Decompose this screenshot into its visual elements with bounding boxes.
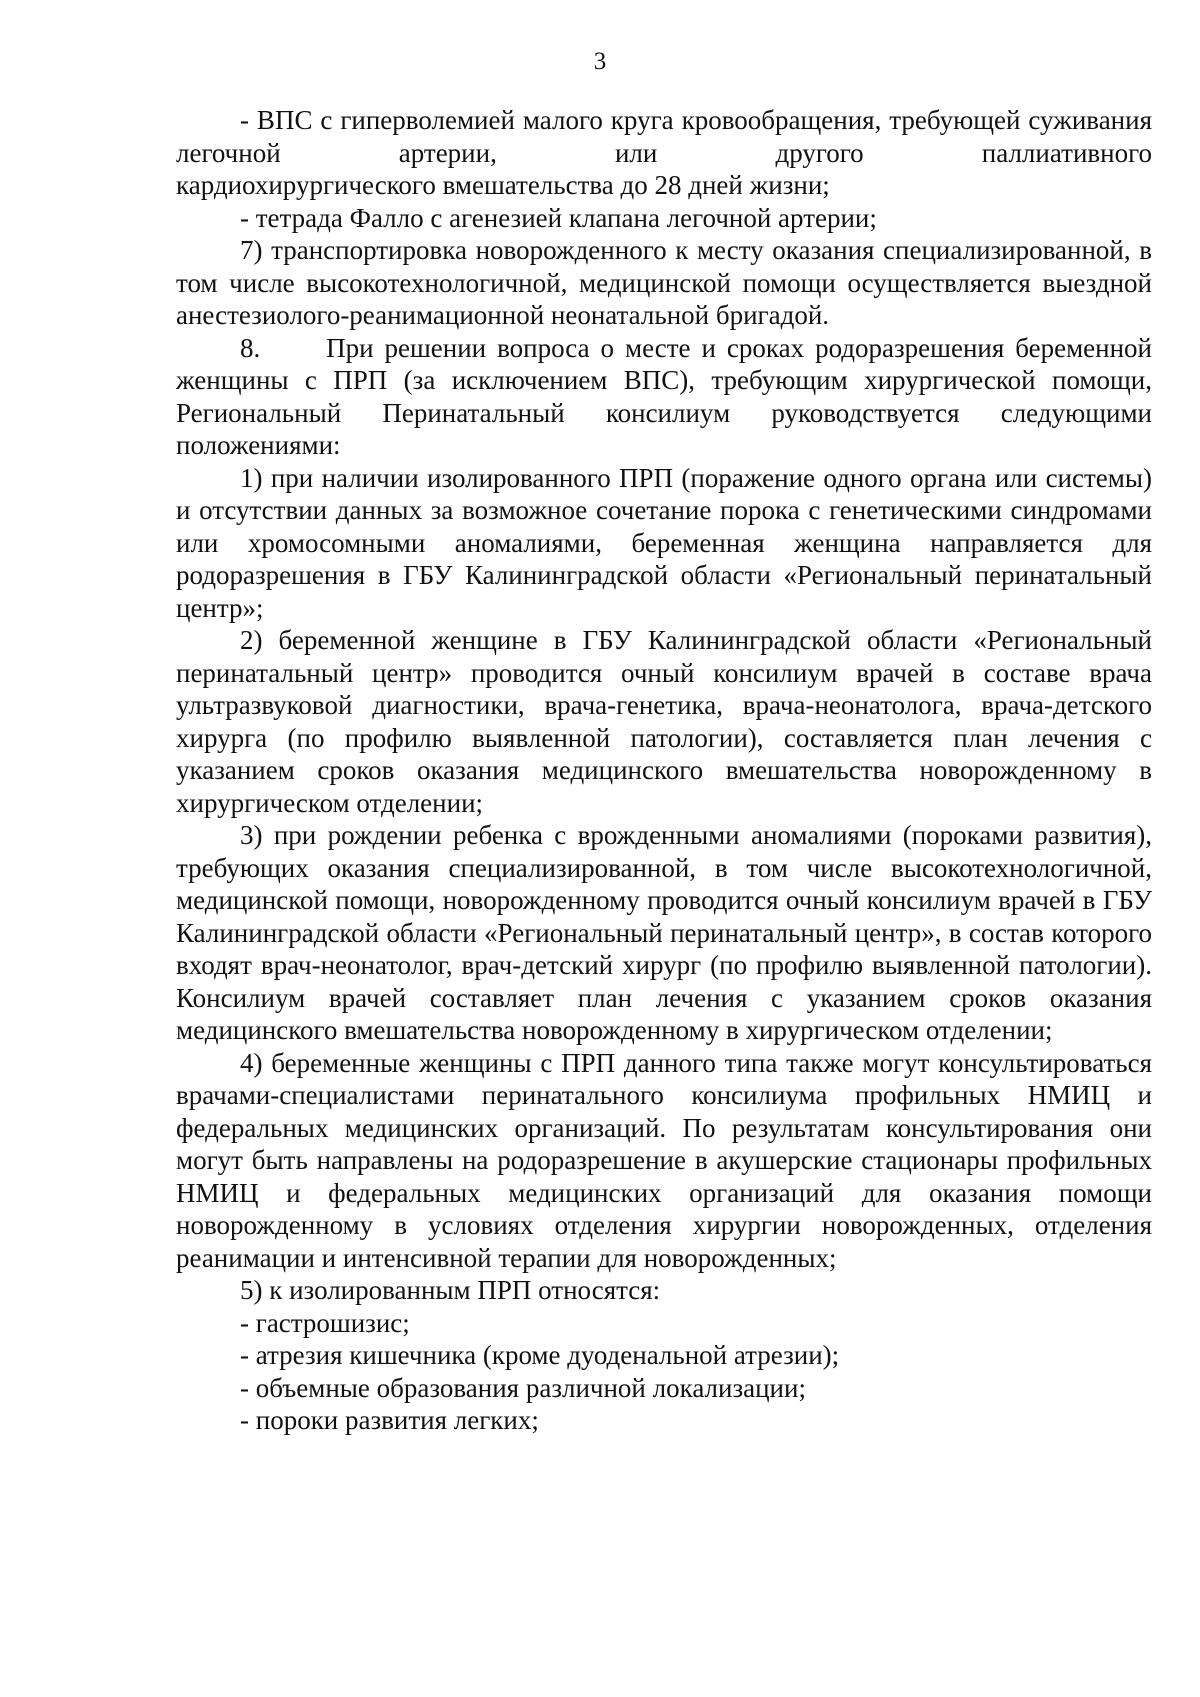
list-item-intestinal-atresia: - атрезия кишечника (кроме дуоденальной атрезии); bbox=[240, 1340, 840, 1370]
page-number: 3 bbox=[593, 48, 607, 75]
list-item-fallot: - тетрада Фалло с агенезией клапана легочной артерии; bbox=[240, 202, 877, 233]
paragraph-vps-hypervolemia: - ВПС с гиперволемией малого круга кровообращения, требующей суживания легочной артерии, или другого паллиативного bbox=[176, 105, 1152, 168]
paragraph-subitem-1: 1) при наличии изолированного ПРП (поражение одного органа или системы) и отсутствии данных за возможное сочетание порока с генетическими синдромами или хромосомными аномалиями, беременная женщина направляется для родоразрешения в ГБУ Калининградской области «Региональный перинатальный центр»; bbox=[176, 462, 1152, 623]
list-item-gastroschisis: - гастрошизис; bbox=[240, 1307, 410, 1338]
paragraph-subitem-4: 4) беременные женщины с ПРП данного типа также могут консультироваться врачами-специалистами перинатального консилиума профильных НМИЦ и федеральных медицинских организаций. По результатам консультирования они могут быть направлены на родоразрешение в акушерские стационары профильных НМИЦ и федеральных медицинских организаций для оказания помощи новорожденному в условиях отделения хирургии новорожденных, отделения реанимации и интенсивной терапии для новорожденных; bbox=[176, 1047, 1152, 1273]
document-body bbox=[176, 104, 1152, 1437]
list-item-lung-malformations: - пороки развития легких; bbox=[240, 1405, 539, 1435]
paragraph-item-8: 8. При решении вопроса о месте и сроках родоразрешения беременной женщины с ПРП (за исключением ВПС), требующим хирургической помощи, Региональный Перинатальный консилиум руководствуется следующими положениями: bbox=[176, 332, 1152, 460]
paragraph-vps-continuation: кардиохирургического вмешательства до 28 дней жизни; bbox=[176, 170, 830, 200]
paragraph-subitem-3: 3) при рождении ребенка с врожденными аномалиями (пороками развития), требующих оказания специализированной, в том числе высокотехнологичной, медицинской помощи, новорожденному проводится очный консилиум врачей в ГБУ Калининградской области «Региональный перинатальный центр», в состав которого входят врач-неонатолог, врач-детский хирург (по профилю выявленной патологии). Консилиум врачей составляет план лечения с указанием сроков оказания медицинского вмешательства новорожденному в хирургическом отделении; bbox=[176, 820, 1152, 1045]
paragraph-item-7: 7) транспортировка новорожденного к месту оказания специализированной, в том числе высокотехнологичной, медицинской помощи осуществляется выездной анестезиолого-реанимационной неонатальной бригадой. bbox=[176, 235, 1152, 330]
list-item-volumetric-formations: - объемные образования различной локализации; bbox=[240, 1372, 806, 1403]
paragraph-subitem-2: 2) беременной женщине в ГБУ Калининградской области «Региональный перинатальный центр» проводится очный консилиум врачей в составе врача ультразвуковой диагностики, врача-генетика, врача-неонатолога, врача-детского хирурга (по профилю выявленной патологии), составляется план лечения с указанием сроков оказания медицинского вмешательства новорожденному в хирургическом отделении; bbox=[176, 625, 1152, 818]
paragraph-subitem-5: 5) к изолированным ПРП относятся: bbox=[240, 1275, 661, 1305]
